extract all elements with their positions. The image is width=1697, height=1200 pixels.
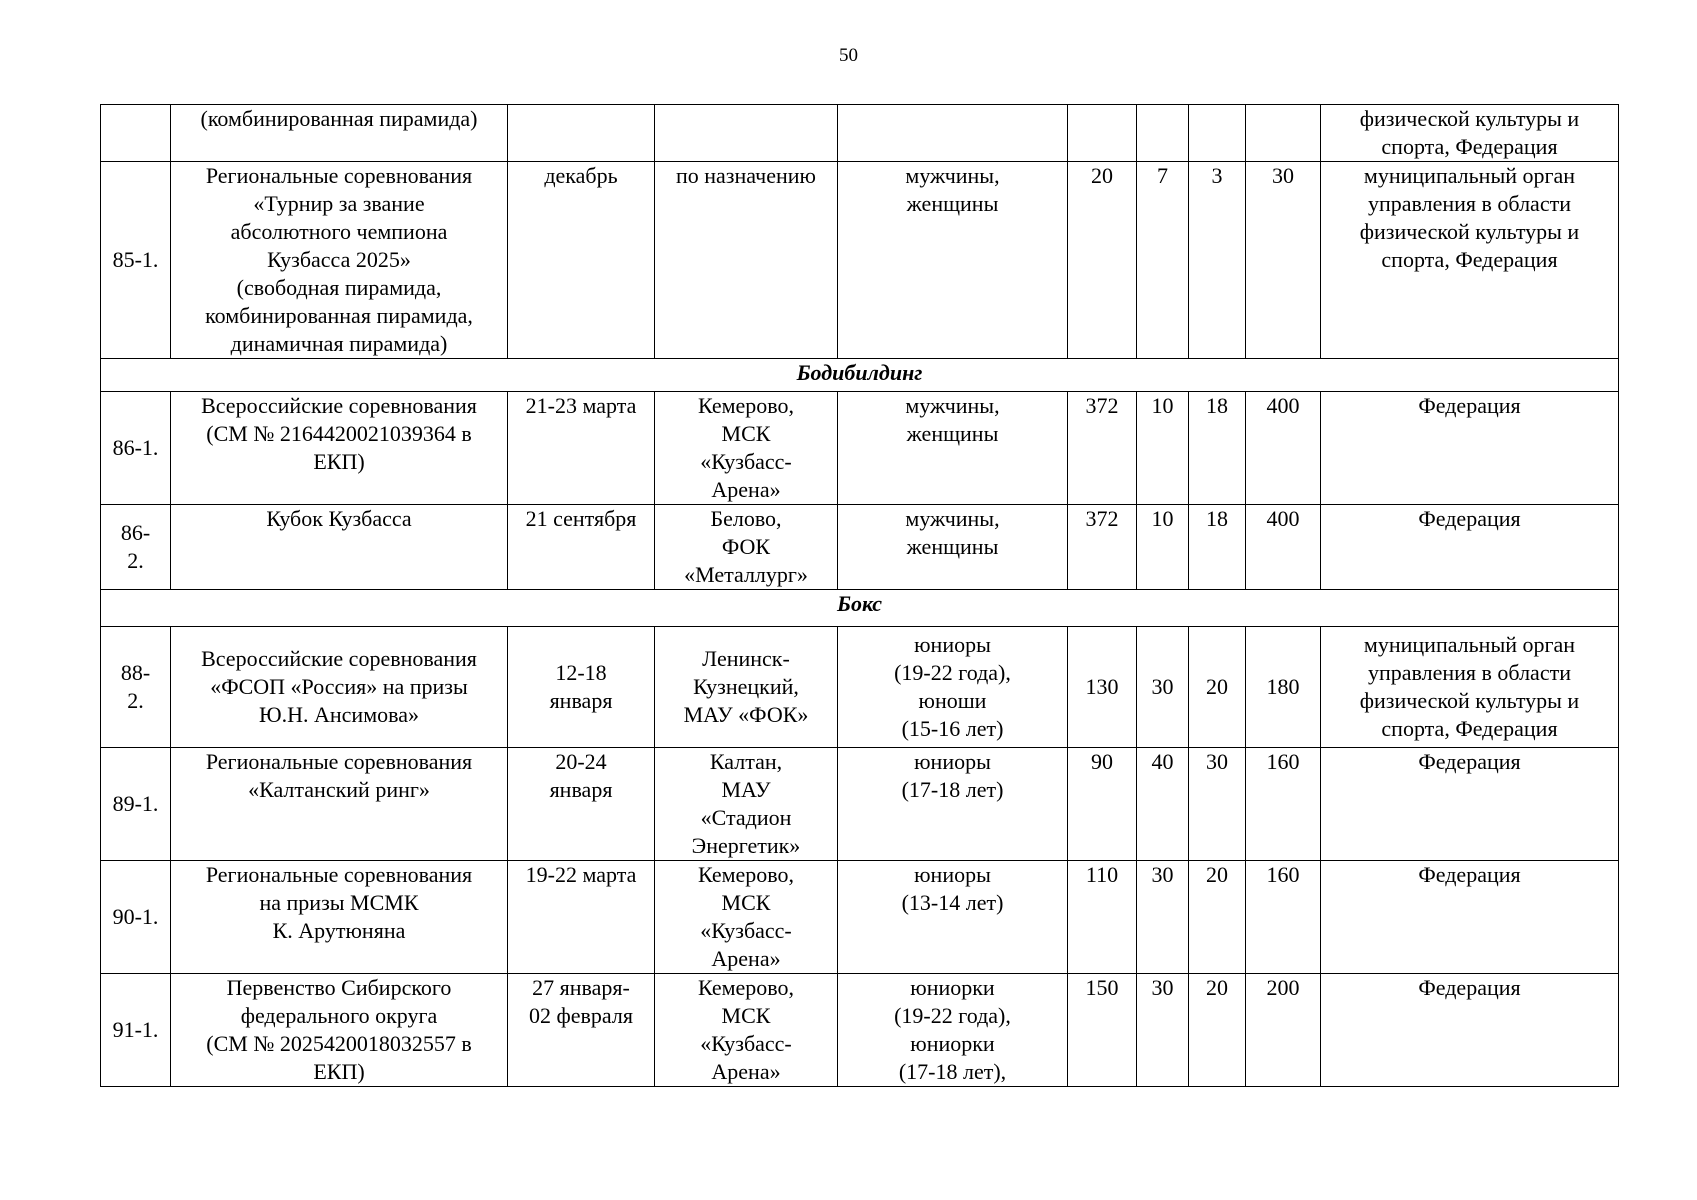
event-number: [101, 627, 171, 748]
cell-line: (свободная пирамида,: [236, 275, 442, 300]
cell-line: МСК: [721, 421, 771, 446]
event-organizer: [1321, 861, 1619, 974]
cell-line: декабрь: [544, 163, 618, 188]
page-number: 50: [839, 45, 858, 66]
count-c2: 40: [1137, 748, 1189, 861]
event-name: [171, 392, 508, 505]
count-c3: 20: [1189, 861, 1246, 974]
cell-line: юниоры: [914, 632, 991, 657]
cell-line: по назначению: [676, 163, 816, 188]
cell-line: Арена»: [711, 477, 781, 502]
event-name: [171, 861, 508, 974]
cell-line: «Кузбасс-: [700, 449, 792, 474]
event-place: [655, 105, 838, 162]
count-c1: 130: [1068, 627, 1137, 748]
event-place: [655, 974, 838, 1087]
cell-line: Региональные соревнования: [205, 862, 473, 887]
event-place: [655, 162, 838, 359]
cell-line: Энергетик»: [691, 833, 801, 858]
count-c2: 30: [1137, 974, 1189, 1087]
cell-line: Всероссийские соревнования: [201, 393, 477, 418]
cell-line: МСК: [721, 1003, 771, 1028]
event-participants: [838, 105, 1068, 162]
cell-line: Кузбасса 2025»: [267, 247, 411, 272]
cell-line: юниорки: [910, 975, 995, 1000]
cell-line: Федерация: [1418, 749, 1521, 774]
event-place: [655, 861, 838, 974]
cell-line: Региональные соревнования: [205, 163, 473, 188]
count-c4: 200: [1246, 974, 1321, 1087]
cell-line: «Кузбасс-: [700, 1031, 792, 1056]
cell-line: Федерация: [1418, 506, 1521, 531]
count-c4: 30: [1246, 162, 1321, 359]
cell-line: Кемерово,: [697, 862, 795, 887]
cell-line: МАУ: [721, 777, 771, 802]
event-name: [171, 974, 508, 1087]
count-c3: 18: [1189, 505, 1246, 590]
cell-line: «Стадион: [700, 805, 792, 830]
count-c4: 400: [1246, 392, 1321, 505]
event-organizer: [1321, 105, 1619, 162]
cell-line: 02 февраля: [529, 1003, 633, 1028]
count-c1: 150: [1068, 974, 1137, 1087]
cell-line: МАУ «ФОК»: [683, 702, 809, 727]
event-organizer: [1321, 505, 1619, 590]
cell-line: мужчины,: [905, 163, 1000, 188]
cell-line: федерального округа: [240, 1003, 438, 1028]
count-c3: [1189, 105, 1246, 162]
cell-line: физической культуры и: [1359, 106, 1580, 131]
cell-line: женщины: [906, 534, 999, 559]
cell-line: ФОК: [721, 534, 771, 559]
event-participants: [838, 748, 1068, 861]
cell-line: женщины: [906, 191, 999, 216]
table-row: [101, 105, 1619, 162]
events-table: [100, 104, 1619, 1087]
cell-line: управления в области: [1368, 191, 1571, 216]
cell-line: 2.: [127, 548, 144, 573]
count-c2: 10: [1137, 505, 1189, 590]
cell-line: спорта, Федерация: [1381, 134, 1558, 159]
cell-line: (13-14 лет): [901, 890, 1004, 915]
event-participants: [838, 505, 1068, 590]
cell-line: юниоры: [914, 749, 991, 774]
event-organizer: [1321, 974, 1619, 1087]
cell-line: мужчины,: [905, 393, 1000, 418]
count-c2: 7: [1137, 162, 1189, 359]
cell-line: 21 сентября: [525, 506, 637, 531]
cell-line: Региональные соревнования: [205, 749, 473, 774]
event-name: [171, 627, 508, 748]
count-c2: 10: [1137, 392, 1189, 505]
count-c3: 20: [1189, 627, 1246, 748]
cell-line: 21-23 марта: [525, 393, 637, 418]
count-c3: 30: [1189, 748, 1246, 861]
cell-line: (комбинированная пирамида): [200, 106, 478, 131]
event-name: [171, 748, 508, 861]
event-number: 85-1.: [101, 162, 171, 359]
event-place: [655, 505, 838, 590]
cell-line: (19-22 года),: [894, 660, 1011, 685]
table-row: [101, 861, 1619, 974]
event-number: [101, 105, 171, 162]
cell-line: физической культуры и: [1359, 219, 1580, 244]
cell-line: Федерация: [1418, 862, 1521, 887]
section-header-row: [101, 359, 1619, 392]
cell-line: Кубок Кузбасса: [266, 506, 412, 531]
cell-line: Калтан,: [709, 749, 783, 774]
cell-line: (17-18 лет): [901, 777, 1004, 802]
section-title: Бокс: [101, 590, 1619, 627]
cell-line: (17-18 лет),: [898, 1059, 1007, 1084]
table-row: [101, 748, 1619, 861]
cell-line: «Металлург»: [684, 562, 808, 587]
event-number: 91-1.: [101, 974, 171, 1087]
count-c1: 372: [1068, 505, 1137, 590]
event-organizer: [1321, 162, 1619, 359]
cell-line: «Турнир за звание: [253, 191, 425, 216]
event-name: [171, 105, 508, 162]
cell-line: 12-18: [555, 660, 607, 685]
cell-line: «Калтанский ринг»: [248, 777, 430, 802]
cell-line: Кемерово,: [697, 975, 795, 1000]
cell-line: на призы МСМК: [259, 890, 419, 915]
cell-line: Кузнецкий,: [693, 674, 799, 699]
event-date: [508, 627, 655, 748]
cell-line: Арена»: [711, 946, 781, 971]
table-row: [101, 627, 1619, 748]
cell-line: «ФСОП «Россия» на призы: [210, 674, 468, 699]
cell-line: Ленинск-: [702, 646, 790, 671]
cell-line: Федерация: [1418, 393, 1521, 418]
cell-line: 20-24: [555, 749, 607, 774]
cell-line: мужчины,: [905, 506, 1000, 531]
event-place: [655, 748, 838, 861]
cell-line: динамичная пирамида): [230, 331, 448, 356]
cell-line: спорта, Федерация: [1381, 716, 1558, 741]
cell-line: женщины: [906, 421, 999, 446]
cell-line: муниципальный орган: [1363, 632, 1576, 657]
event-number: 90-1.: [101, 861, 171, 974]
cell-line: МСК: [721, 890, 771, 915]
event-participants: [838, 162, 1068, 359]
cell-line: «Кузбасс-: [700, 918, 792, 943]
cell-line: управления в области: [1368, 660, 1571, 685]
event-date: [508, 861, 655, 974]
cell-line: Кемерово,: [697, 393, 795, 418]
cell-line: Ю.Н. Ансимова»: [259, 702, 419, 727]
count-c2: 30: [1137, 861, 1189, 974]
event-place: [655, 392, 838, 505]
event-date: [508, 974, 655, 1087]
cell-line: (СМ № 2025420018032557 в: [206, 1031, 472, 1056]
cell-line: января: [549, 777, 613, 802]
count-c1: 20: [1068, 162, 1137, 359]
event-date: [508, 748, 655, 861]
event-date: [508, 162, 655, 359]
count-c1: 110: [1068, 861, 1137, 974]
event-date: [508, 392, 655, 505]
event-organizer: [1321, 748, 1619, 861]
event-participants: [838, 392, 1068, 505]
cell-line: юниоры: [914, 862, 991, 887]
count-c4: [1246, 105, 1321, 162]
cell-line: Первенство Сибирского: [226, 975, 452, 1000]
cell-line: спорта, Федерация: [1381, 247, 1558, 272]
section-title: Бодибилдинг: [101, 359, 1619, 392]
event-organizer: [1321, 627, 1619, 748]
count-c1: 90: [1068, 748, 1137, 861]
cell-line: января: [549, 688, 613, 713]
table-row: [101, 162, 1619, 359]
count-c3: 20: [1189, 974, 1246, 1087]
count-c4: 180: [1246, 627, 1321, 748]
count-c1: 372: [1068, 392, 1137, 505]
cell-line: ЕКП): [313, 1059, 365, 1084]
cell-line: юниорки: [910, 1031, 995, 1056]
event-number: 89-1.: [101, 748, 171, 861]
table-row: [101, 505, 1619, 590]
count-c4: 160: [1246, 748, 1321, 861]
cell-line: Арена»: [711, 1059, 781, 1084]
cell-line: физической культуры и: [1359, 688, 1580, 713]
cell-line: К. Арутюняна: [272, 918, 406, 943]
cell-line: муниципальный орган: [1363, 163, 1576, 188]
cell-line: 2.: [127, 688, 144, 713]
cell-line: (СМ № 2164420021039364 в: [206, 421, 472, 446]
count-c1: [1068, 105, 1137, 162]
cell-line: юноши: [918, 688, 987, 713]
cell-line: комбинированная пирамида,: [205, 303, 473, 328]
event-place: [655, 627, 838, 748]
event-number: [101, 505, 171, 590]
cell-line: 88-: [120, 660, 151, 685]
cell-line: 27 января-: [532, 975, 630, 1000]
count-c2: [1137, 105, 1189, 162]
event-date: [508, 105, 655, 162]
cell-line: (19-22 года),: [894, 1003, 1011, 1028]
count-c3: 18: [1189, 392, 1246, 505]
cell-line: 86-: [120, 520, 151, 545]
event-name: [171, 162, 508, 359]
event-number: 86-1.: [101, 392, 171, 505]
event-participants: [838, 627, 1068, 748]
event-name: [171, 505, 508, 590]
event-participants: [838, 861, 1068, 974]
count-c4: 160: [1246, 861, 1321, 974]
cell-line: Всероссийские соревнования: [201, 646, 477, 671]
table-row: [101, 392, 1619, 505]
cell-line: Белово,: [710, 506, 782, 531]
count-c2: 30: [1137, 627, 1189, 748]
cell-line: ЕКП): [313, 449, 365, 474]
cell-line: Федерация: [1418, 975, 1521, 1000]
event-participants: [838, 974, 1068, 1087]
table-row: [101, 974, 1619, 1087]
cell-line: (15-16 лет): [901, 716, 1004, 741]
count-c3: 3: [1189, 162, 1246, 359]
cell-line: абсолютного чемпиона: [230, 219, 448, 244]
event-date: [508, 505, 655, 590]
count-c4: 400: [1246, 505, 1321, 590]
section-header-row: [101, 590, 1619, 627]
cell-line: 19-22 марта: [525, 862, 637, 887]
events-table-body: [101, 105, 1619, 1087]
event-organizer: [1321, 392, 1619, 505]
